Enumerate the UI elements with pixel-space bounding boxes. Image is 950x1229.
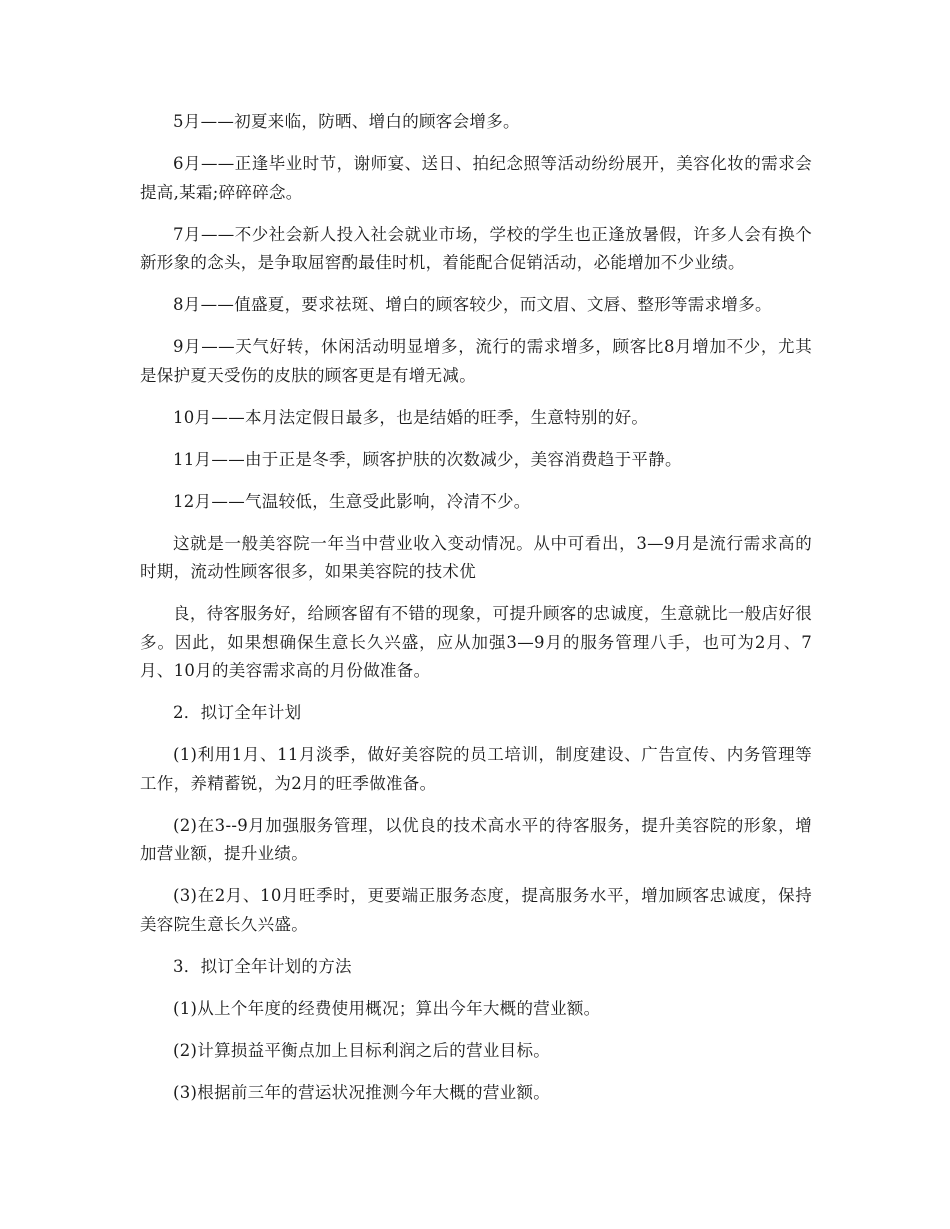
- plan-item-3: (3)在2月、10月旺季时，更要端正服务态度，提高服务水平，增加顾客忠诚度，保持美容院生意长久兴盛。: [140, 886, 812, 934]
- section-heading-plan-methods: 3．拟订全年计划的方法: [173, 956, 352, 976]
- paragraph-july: 7月——不少社会新人投入社会就业市场，学校的学生也正逢放暑假，许多人会有换个新形象的念头，是争取屈窖酌最佳时机，着能配合促销活动，必能增加不少业绩。: [140, 224, 812, 272]
- method-item-2: (2)计算损益平衡点加上目标利润之后的营业目标。: [173, 1040, 551, 1060]
- paragraph-june: 6月——正逢毕业时节，谢师宴、送日、拍纪念照等活动纷纷展开，美容化妆的需求会提高,某霜;碎碎碎念。: [140, 154, 812, 202]
- plan-item-2: (2)在3--9月加强服务管理，以优良的技术高水平的待客服务，提升美容院的形象，增加营业额，提升业绩。: [140, 815, 812, 863]
- paragraph-may: 5月——初夏来临，防晒、增白的顾客会增多。: [173, 112, 520, 131]
- paragraph-november: 11月——由于正是冬季，顾客护肤的次数减少，美容消费趋于平静。: [173, 449, 682, 469]
- paragraph-december: 12月——气温较低，生意受此影响，冷清不少。: [173, 491, 531, 511]
- section-heading-annual-plan: 2．拟订全年计划: [173, 703, 302, 722]
- paragraph-summary-part1: 这就是一般美容院一年当中营业收入变动情况。从中可看出，3—9月是流行需求高的时期，流动性顾客很多，如果美容院的技术优: [140, 533, 812, 581]
- paragraph-summary-part2: 良，待客服务好，给顾客留有不错的现象，可提升顾客的忠诚度，生意就比一般店好很多。因此，如果想确保生意长久兴盛，应从加强3—9月的服务管理八手，也可为2月、7月、10月的美容需求高的月份做准备。: [140, 604, 812, 680]
- plan-item-1: (1)利用1月、11月淡季，做好美容院的员工培训，制度建设、广告宣传、内务管理等工作，养精蓄锐，为2月的旺季做准备。: [140, 745, 812, 793]
- method-item-1: (1)从上个年度的经费使用概况；算出今年大概的营业额。: [173, 998, 601, 1018]
- paragraph-october: 10月——本月法定假日最多，也是结婚的旺季，生意特别的好。: [173, 407, 649, 427]
- paragraph-september: 9月——天气好转，休闲活动明显增多，流行的需求增多，顾客比8月增加不少，尤其是保护夏天受伤的皮肤的顾客更是有增无减。: [140, 337, 812, 385]
- paragraph-august: 8月——值盛夏，要求祛斑、增白的顾客较少，而文眉、文唇、整形等需求增多。: [173, 295, 772, 314]
- method-item-3: (3)根据前三年的营运状况推测今年大概的营业额。: [173, 1082, 551, 1102]
- document-body: [140, 108, 812, 1121]
